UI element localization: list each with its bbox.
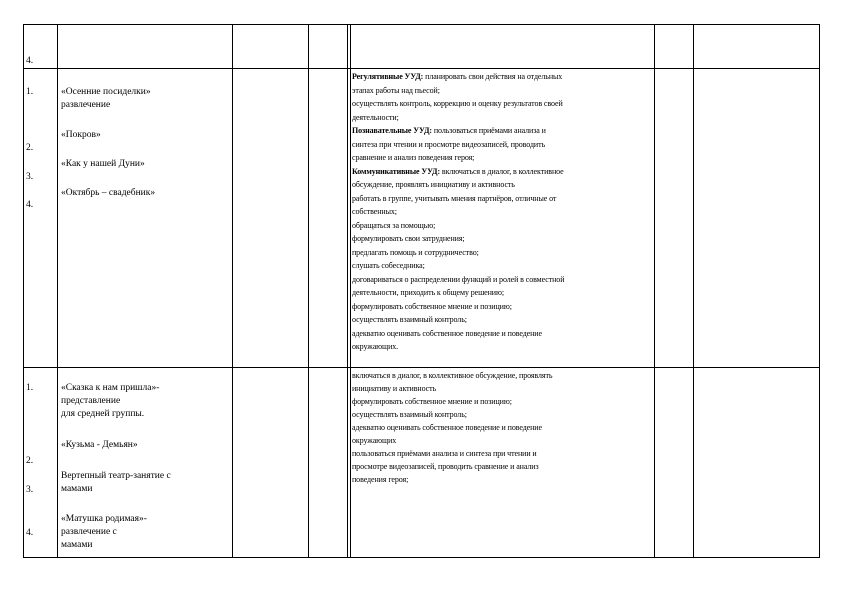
event-subtitle: представление [61, 396, 121, 406]
table-border-bottom [23, 557, 820, 558]
row-number: 4. [26, 200, 34, 210]
uud-line: просмотре видеозаписей, проводить сравнение и анализ [352, 462, 539, 471]
row-divider [23, 68, 820, 69]
uud-line: адекватно оценивать собственное поведение и поведение [352, 329, 542, 338]
uud-line: окружающих. [352, 342, 399, 351]
row-number: 3. [26, 485, 34, 495]
row-divider [23, 367, 820, 368]
row-number: 3. [26, 172, 34, 182]
uud-line: деятельности, приходить к общему решению; [352, 288, 504, 297]
uud-line: осуществлять взаимный контроль; [352, 410, 467, 419]
row-number: 1. [26, 87, 34, 97]
uud-line: Коммуникативные УУД: включаться в диалог, в коллективное [352, 167, 564, 176]
event-subtitle: для средней группы. [61, 409, 145, 419]
uud-line: Познавательные УУД: пользоваться приёмами анализа и [352, 126, 546, 135]
table-border-right [819, 24, 820, 558]
column-divider [57, 24, 58, 558]
uud-line: Регулятивные УУД: планировать свои действия на отдельных [352, 72, 563, 81]
uud-line: поведения героя; [352, 475, 409, 484]
uud-line: инициативу и активность [352, 384, 437, 393]
row-number: 4. [26, 56, 34, 66]
uud-line: осуществлять контроль, коррекцию и оценку результатов своей [352, 99, 563, 108]
event-title: «Кузьма - Демьян» [61, 440, 138, 450]
row-number: 2. [26, 456, 34, 466]
uud-line: сравнение и анализ поведения героя; [352, 153, 475, 162]
row-number: 4. [26, 528, 34, 538]
column-divider [347, 24, 348, 558]
uud-line: адекватно оценивать собственное поведение и поведение [352, 423, 542, 432]
event-title: Вертепный театр-занятие с [61, 471, 171, 481]
uud-line: формулировать свои затруднения; [352, 234, 465, 243]
uud-line: окружающих [352, 436, 397, 445]
uud-line: формулировать собственное мнение и позицию; [352, 397, 512, 406]
column-divider [693, 24, 694, 558]
uud-line: формулировать собственное мнение и позицию; [352, 302, 512, 311]
uud-line: этапах работы над пьесой; [352, 86, 440, 95]
event-subtitle: мамами [61, 540, 93, 550]
table-border-top [23, 24, 820, 25]
uud-line: обращаться за помощью; [352, 221, 436, 230]
event-title: «Покров» [61, 130, 101, 140]
uud-line: осуществлять взаимный контроль; [352, 315, 467, 324]
event-title: «Сказка к нам пришла»- [61, 383, 160, 393]
uud-line: включаться в диалог, в коллективное обсуждение, проявлять [352, 371, 553, 380]
event-subtitle: мамами [61, 484, 93, 494]
column-divider [23, 24, 24, 558]
uud-line: работать в группе, учитывать мнения партнёров, отличные от [352, 194, 557, 203]
uud-line: предлагать помощь и сотрудничество; [352, 248, 479, 257]
event-subtitle: развлечение [61, 100, 111, 110]
column-divider [232, 24, 233, 558]
uud-line: собственных; [352, 207, 397, 216]
uud-line: договариваться о распределении функций и ролей в совместной [352, 275, 565, 284]
uud-line: обсуждение, проявлять инициативу и активность [352, 180, 515, 189]
event-title: «Осенние посиделки» [61, 87, 151, 97]
event-title: «Октябрь – свадебник» [61, 188, 156, 198]
row-number: 1. [26, 383, 34, 393]
event-title: «Матушка родимая»- [61, 514, 147, 524]
event-title: «Как у нашей Дуни» [61, 159, 145, 169]
uud-line: синтеза при чтении и просмотре видеозаписей, проводить [352, 140, 546, 149]
uud-line: деятельности; [352, 113, 399, 122]
column-divider [308, 24, 309, 558]
column-divider [350, 24, 351, 558]
uud-line: слушать собеседника; [352, 261, 425, 270]
event-subtitle: развлечение с [61, 527, 117, 537]
column-divider [654, 24, 655, 558]
row-number: 2. [26, 143, 34, 153]
uud-line: пользоваться приёмами анализа и синтеза при чтении и [352, 449, 537, 458]
